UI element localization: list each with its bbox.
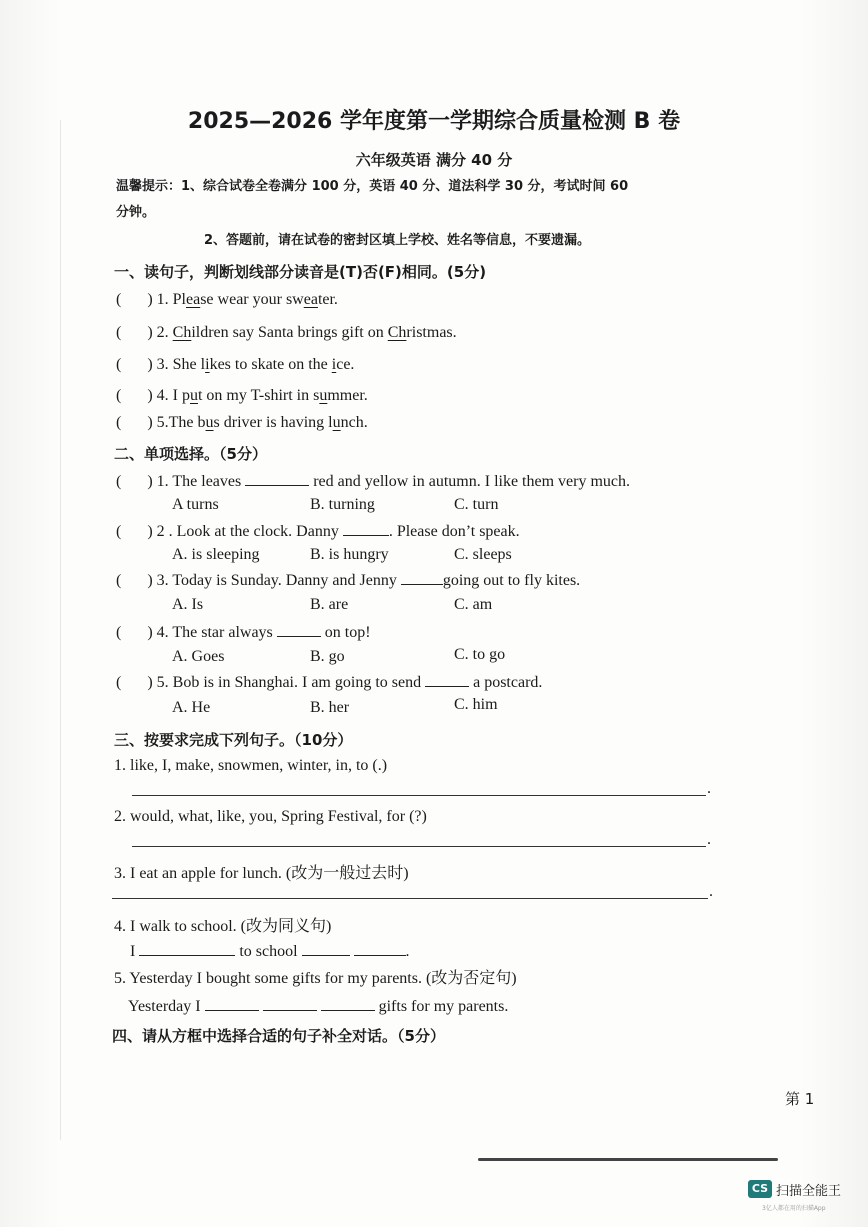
answer-blank[interactable] <box>343 521 389 536</box>
option-b: B. are <box>310 596 349 613</box>
answer-paren-close: ) <box>147 624 153 641</box>
option-a: A. Goes <box>172 648 225 665</box>
item-text: ter. <box>317 291 338 308</box>
answer-paren-close: ) <box>147 473 153 490</box>
line-end-dot: . <box>709 883 713 900</box>
line-end-dot: . <box>707 831 711 848</box>
answer-blank[interactable] <box>277 622 321 637</box>
option-b: B. her <box>310 699 350 716</box>
camscanner-logo-icon: CS <box>748 1180 772 1198</box>
answer-paren-close: ) <box>147 674 153 691</box>
item-text: t on my T-shirt in s <box>197 387 320 404</box>
item-text: 3. She l <box>156 356 206 373</box>
paper-fold-line <box>60 120 61 1140</box>
option-c: C. him <box>454 696 498 713</box>
underlined-part: ea <box>186 291 201 308</box>
answer-paren-close: ) <box>147 387 153 404</box>
writing-line-3[interactable] <box>112 898 708 899</box>
question-text: going out to fly kites. <box>442 572 581 589</box>
tip-line-1: 温馨提示：1、综合试卷全卷满分 100 分，英语 40 分、道法科学 30 分，考试时间 60 <box>116 179 629 194</box>
option-a: A. He <box>172 699 211 716</box>
part4-heading: 四、请从方框中选择合适的句子补全对话。（5分） <box>112 1027 445 1045</box>
option-c: C. turn <box>454 496 499 513</box>
item-text: ristmas. <box>406 324 457 341</box>
answer-paren-close: ) <box>147 291 153 308</box>
underlined-part: i <box>331 356 337 373</box>
part1-item-4 <box>116 387 368 405</box>
item-text: kes to skate on the <box>209 356 332 373</box>
answer-blank[interactable] <box>354 941 406 956</box>
answer-paren-open: ( <box>116 387 122 404</box>
question-text: 3. Today is Sunday. Danny and Jenny <box>156 572 397 589</box>
answer-prefix: I <box>130 943 136 960</box>
answer-blank[interactable] <box>401 570 443 585</box>
item-text: mmer. <box>327 387 368 404</box>
underlined-part: Ch <box>387 324 407 341</box>
item-text: 4. I p <box>156 387 190 404</box>
line-end-dot: . <box>707 780 711 797</box>
answer-paren-open: ( <box>116 674 122 691</box>
part3-heading: 三、按要求完成下列句子。（10分） <box>114 731 353 749</box>
part2-question-2 <box>116 521 520 541</box>
sentence-dot: . <box>405 943 410 960</box>
option-b: B. is hungry <box>310 546 389 563</box>
part3-question-1: 1. like, I, make, snowmen, winter, in, to (.) <box>114 757 388 774</box>
answer-paren-open: ( <box>116 523 122 540</box>
part3-question-5: 5. Yesterday I bought some gifts for my parents. (改为否定句) <box>114 970 517 987</box>
part2-question-4 <box>116 622 371 642</box>
answer-prefix: Yesterday I <box>128 998 201 1015</box>
underlined-part: u <box>189 387 198 404</box>
exam-subtitle: 六年级英语 满分 40 分 <box>355 151 513 169</box>
answer-blank[interactable] <box>321 996 375 1011</box>
option-c: C. am <box>454 596 493 613</box>
item-text: ildren say Santa brings gift on <box>191 324 388 341</box>
answer-paren-open: ( <box>116 324 122 341</box>
part2-question-5 <box>116 672 542 692</box>
underlined-part: Ch <box>172 324 192 341</box>
answer-paren-open: ( <box>116 473 122 490</box>
watermark-subtext: 3亿人都在用的扫描App <box>762 1205 826 1212</box>
underlined-part: u <box>205 414 214 431</box>
answer-blank[interactable] <box>425 672 469 687</box>
question-text: on top! <box>324 624 371 641</box>
answer-paren-close: ) <box>147 324 153 341</box>
answer-paren-open: ( <box>116 572 122 589</box>
part3-question-4: 4. I walk to school. (改为同义句) <box>114 918 332 935</box>
answer-paren-open: ( <box>116 356 122 373</box>
answer-middle: to school <box>239 943 298 960</box>
tip-line-1-cont: 分钟。 <box>116 205 156 220</box>
answer-paren-open: ( <box>116 414 122 431</box>
underlined-part: u <box>332 414 341 431</box>
item-text: 1. Pl <box>156 291 186 308</box>
option-c: C. sleeps <box>454 546 512 563</box>
watermark-text: 扫描全能王 <box>776 1184 842 1199</box>
answer-paren-close: ) <box>147 356 153 373</box>
part3-question-3: 3. I eat an apple for lunch. (改为一般过去时) <box>114 865 409 882</box>
page-bottom-rule <box>478 1158 778 1161</box>
writing-line-2[interactable] <box>132 846 706 847</box>
answer-blank[interactable] <box>302 941 350 956</box>
option-a: A turns <box>172 496 219 513</box>
part3-question-4-answer <box>130 941 410 961</box>
answer-blank[interactable] <box>139 941 235 956</box>
question-text: . Please don’t speak. <box>388 523 520 540</box>
part2-heading: 二、单项选择。（5分） <box>114 445 267 463</box>
option-c: C. to go <box>454 646 506 663</box>
question-text: a postcard. <box>473 674 543 691</box>
item-text: nch. <box>340 414 368 431</box>
part3-question-2: 2. would, what, like, you, Spring Festival, for (?) <box>114 808 427 825</box>
writing-line-1[interactable] <box>132 795 706 796</box>
answer-paren-close: ) <box>147 523 153 540</box>
question-text: 1. The leaves <box>156 473 242 490</box>
question-text: 2 . Look at the clock. Danny <box>156 523 339 540</box>
answer-blank[interactable] <box>263 996 317 1011</box>
option-b: B. turning <box>310 496 375 513</box>
question-text: 4. The star always <box>156 624 273 641</box>
answer-paren-open: ( <box>116 291 122 308</box>
option-a: A. Is <box>172 596 204 613</box>
item-text: 2. <box>156 324 173 341</box>
item-text: s driver is having l <box>213 414 333 431</box>
part1-item-5 <box>116 414 368 432</box>
answer-suffix: gifts for my parents. <box>378 998 509 1015</box>
answer-blank[interactable] <box>205 996 259 1011</box>
part2-question-3 <box>116 570 580 590</box>
underlined-part: ea <box>303 291 318 308</box>
answer-paren-close: ) <box>147 414 153 431</box>
part1-item-2 <box>116 324 457 342</box>
answer-blank[interactable] <box>245 471 309 486</box>
item-text: 5.The b <box>156 414 206 431</box>
underlined-part: i <box>205 356 210 373</box>
answer-paren-close: ) <box>147 572 153 589</box>
option-a: A. is sleeping <box>172 546 260 563</box>
answer-paren-open: ( <box>116 624 122 641</box>
page-number: 第 1 <box>785 1090 815 1108</box>
question-text: red and yellow in autumn. I like them very much. <box>313 473 631 490</box>
item-text: se wear your sw <box>200 291 304 308</box>
part3-question-5-answer <box>128 996 508 1016</box>
option-b: B. go <box>310 648 345 665</box>
part1-item-1 <box>116 291 338 309</box>
part2-question-1 <box>116 471 630 491</box>
underlined-part: u <box>319 387 328 404</box>
exam-title: 2025—2026 学年度第一学期综合质量检测 B 卷 <box>187 109 681 134</box>
item-text: ce. <box>336 356 355 373</box>
tip-line-2: 2、答题前，请在试卷的密封区填上学校、姓名等信息，不要遗漏。 <box>204 233 591 248</box>
part1-item-3 <box>116 356 354 374</box>
question-text: 5. Bob is in Shanghai. I am going to send <box>156 674 422 691</box>
part1-heading: 一、读句子，判断划线部分读音是(T)否(F)相同。(5分) <box>114 263 487 281</box>
